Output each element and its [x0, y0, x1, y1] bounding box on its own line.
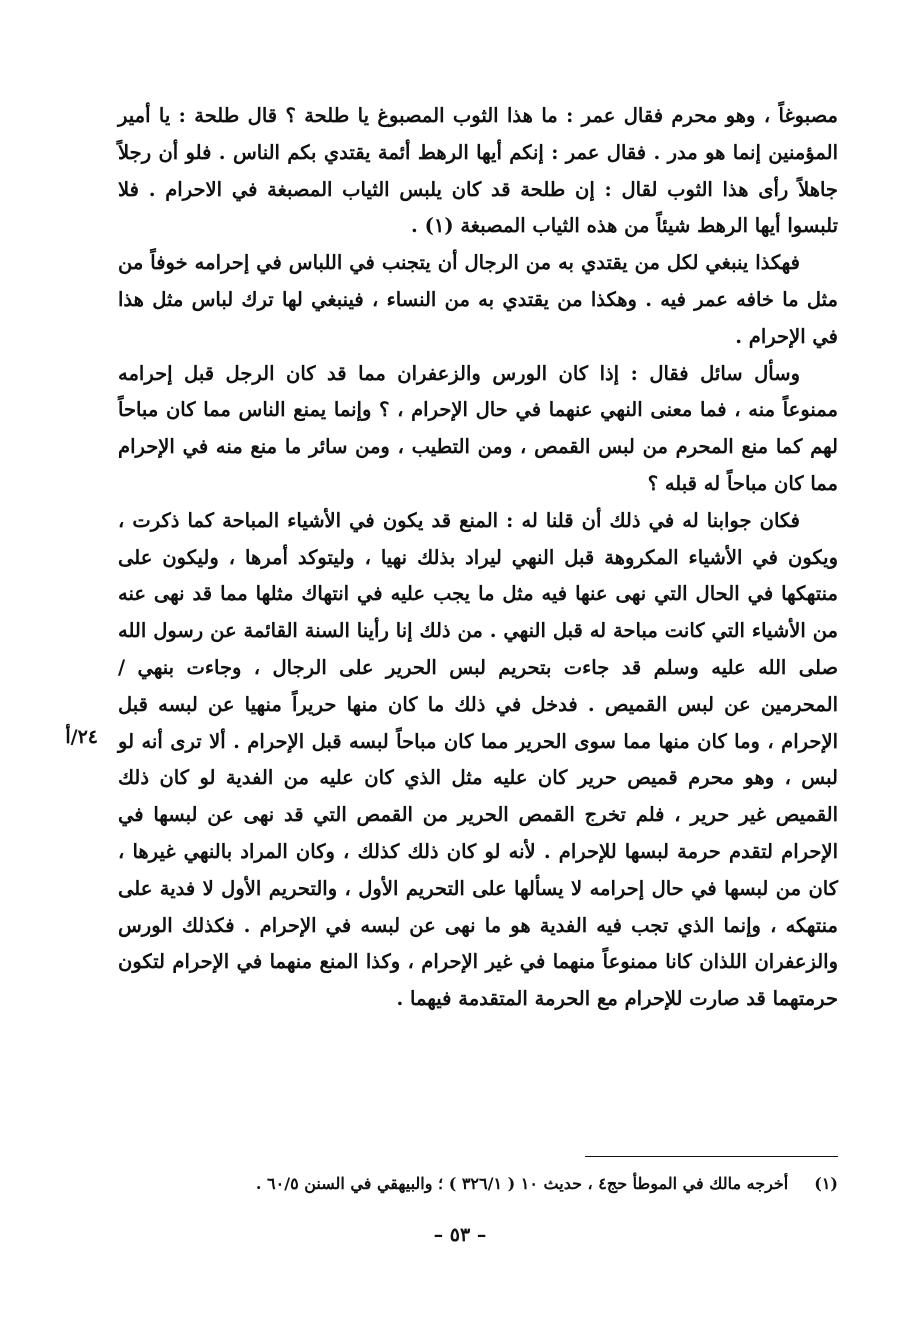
page-number: – ٥٣ – [433, 1224, 487, 1246]
paragraph-1: مصبوغاً ، وهو محرم فقال عمر : ما هذا الثوب المصبوغ يا طلحة ؟ قال طلحة : يا أمير المؤمنين إنما هو مدر . فقال عمر : إنكم أيها الرهط أئمة يقتدي بكم الناس . فلو أن رجلاً جاهلاً رأى هذا الثوب لقال : إن طلحة قد كان يلبس الثياب المصبغة في الاحرام . فلا تلبسوا أيها الرهط شيئاً من هذه الثياب المصبغة (١) . [118, 104, 838, 238]
paragraph-2: فهكذا ينبغي لكل من يقتدي به من الرجال أن يتجنب في اللباس في إحرامه خوفاً من مثل ما خافه عمر فيه . وهكذا من يقتدي به من النساء ، فينبغي لها ترك لباس مثل هذا في الإحرام . [118, 251, 838, 348]
footnote-text: أخرجه مالك في الموطأ حج٤ ، حديث ١٠ ( ٣٢٦/١ ) ؛ والبيهقي في السنن ٦٠/٥ . [255, 1174, 789, 1193]
paragraph-3: وسأل سائل فقال : إذا كان الورس والزعفران مما قد كان الرجل قبل إحرامه ممنوعاً منه ، فما معنى النهي عنهما في حال الإحرام ، ؟ وإنما يمنع الناس مما كان مباحاً لهم كما منع المحرم من لبس القمص ، ومن التطيب ، ومن سائر ما منع منه في الإحرام مما كان مباحاً له قبله ؟ [118, 361, 838, 495]
footnote-divider [585, 1156, 838, 1157]
footnote [170, 1170, 838, 1198]
footnote-number: (١) [814, 1174, 838, 1193]
main-text [118, 98, 838, 1018]
paragraph-4: فكان جوابنا له في ذلك أن قلنا له : المنع قد يكون في الأشياء المباحة كما ذكرت ، ويكون في الأشياء المكروهة قبل النهي ليراد بذلك نهيا ، وليتوكد أمرها ، وليكون على منتهكها في الحال التي نهى عنها فيه مثل ما يجب عليه في انتهاك مثلها مما قد نهى عنه من الأشياء التي كانت مباحة له قبل النهي . من ذلك إنا رأينا السنة القائمة عن رسول الله صلى الله عليه وسلم قد جاءت بتحريم لبس الحرير على الرجال ، وجاءت بنهي / المحرمين عن لبس القميص . فدخل في ذلك ما كان منها حريراً منهيا عن لبسه قبل الإحرام ، وما كان منها مما سوى الحرير مما كان مباحاً لبسه قبل الإحرام . ألا ترى أنه لو لبس ، وهو محرم قميص حرير كان عليه مثل الذي كان عليه من الفدية لو كان ذلك القميص غير حرير ، فلم تخرج القمص الحرير من القمص التي قد نهى عن لبسها في الإحرام لتقدم حرمة لبسها للإحرام . لأنه لو كان ذلك كذلك ، وكان المراد بالنهي غيرها ، كان من لبسها في حال إحرامه لا يسألها على التحريم الأول ، والتحريم الأول لا فدية على منتهكه ، وإنما الذي تجب فيه الفدية هو ما نهى عن لبسه في الإحرام . فكذلك الورس والزعفران اللذان كانا ممنوعاً منهما في غير الإحرام ، وكذا المنع منهما في الإحرام لتكون حرمتهما قد صارت للإحرام مع الحرمة المتقدمة فيهما . [118, 508, 839, 1011]
folio-margin-note: ٢٤/أ [65, 726, 98, 748]
